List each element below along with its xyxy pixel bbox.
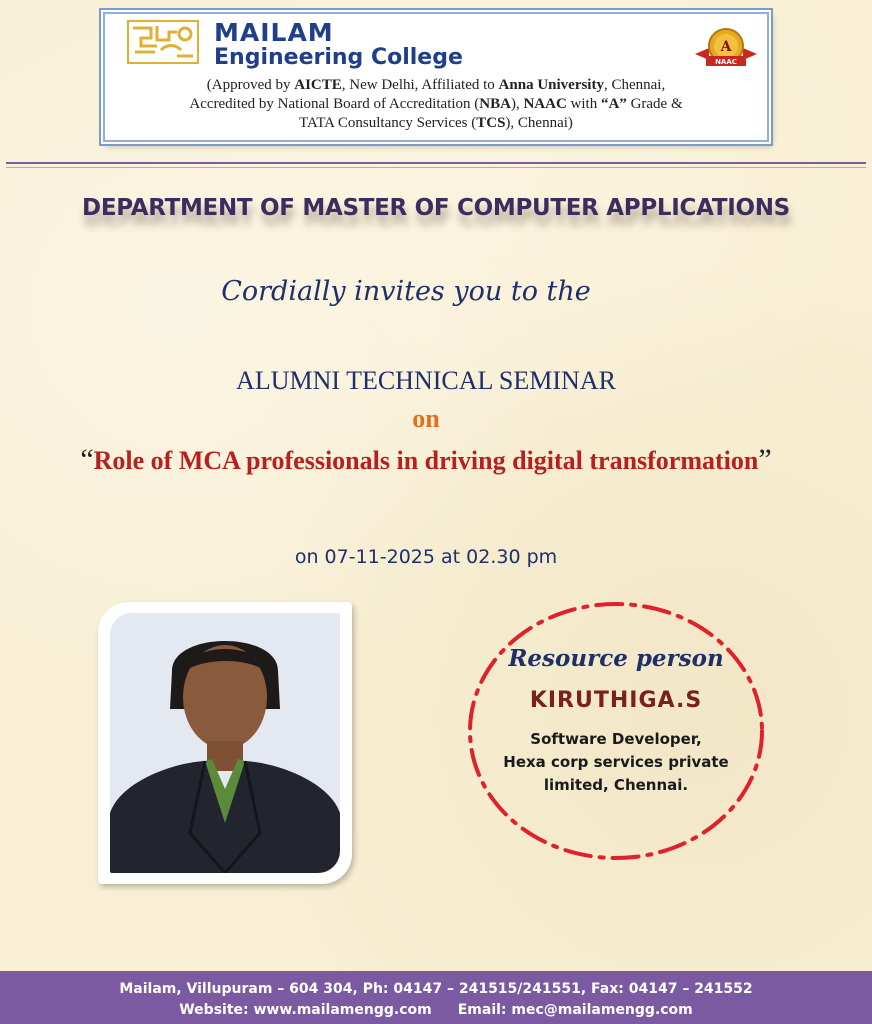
approval-part: Grade & (626, 96, 683, 112)
college-name (214, 20, 463, 69)
seminar-topic (0, 443, 852, 477)
naac-badge-text: NAAC (715, 58, 737, 66)
college-logo-icon (127, 20, 199, 64)
close-quote: ” (758, 443, 772, 476)
footer-website[interactable]: Website: www.mailamengg.com (179, 1002, 432, 1018)
footer-contact (0, 1002, 872, 1018)
approval-part: TATA Consultancy Services ( (299, 115, 477, 131)
resource-line: limited, Chennai. (543, 776, 689, 794)
footer-address: Mailam, Villupuram – 604 304, Ph: 04147 – 241515/241551, Fax: 04147 – 241552 (119, 981, 753, 997)
college-name-line2: Engineering College (214, 45, 463, 70)
seminar-title: ALUMNI TECHNICAL SEMINAR (236, 366, 616, 395)
approval-part: , New Delhi, Affiliated to (341, 77, 499, 93)
footer-email[interactable]: Email: mec@mailamengg.com (457, 1002, 693, 1018)
naac-badge-letter: A (720, 39, 732, 55)
footer (0, 971, 872, 1024)
resource-person-heading: Resource person (508, 645, 724, 672)
naac-badge-icon (693, 24, 759, 70)
divider (6, 167, 866, 168)
resource-person-details (476, 728, 756, 797)
college-name-line1: MAILAM (214, 18, 334, 47)
approval-part: , Chennai, (603, 77, 666, 93)
approval-text (112, 76, 760, 133)
topic-text: Role of MCA professionals in driving digital transformation (93, 446, 759, 475)
department-title: DEPARTMENT OF MASTER OF COMPUTER APPLICATIONS (82, 195, 790, 221)
approval-tcs: TCS (476, 115, 506, 131)
approval-aicte: AICTE (294, 77, 342, 93)
seminar-on: on (412, 404, 440, 433)
approval-part: Accredited by National Board of Accreditation ( (189, 96, 480, 112)
speaker-portrait-icon (110, 613, 340, 873)
divider (6, 162, 866, 164)
approval-part: (Approved by (206, 77, 295, 93)
open-quote: “ (80, 443, 94, 476)
resource-person-name: KIRUTHIGA.S (529, 688, 703, 713)
approval-part: ), Chennai) (505, 115, 573, 131)
approval-part: ), (510, 96, 524, 112)
approval-nba: NBA (479, 96, 511, 112)
approval-naac: NAAC (523, 96, 567, 112)
event-datetime: on 07-11-2025 at 02.30 pm (294, 546, 558, 568)
approval-part: with (566, 96, 601, 112)
invite-text: Cordially invites you to the (221, 276, 591, 307)
approval-grade: “A” (600, 96, 627, 112)
resource-line: Hexa corp services private (503, 753, 729, 771)
resource-line: Software Developer, (530, 730, 702, 748)
speaker-photo (110, 613, 340, 873)
approval-anna: Anna University (498, 77, 604, 93)
